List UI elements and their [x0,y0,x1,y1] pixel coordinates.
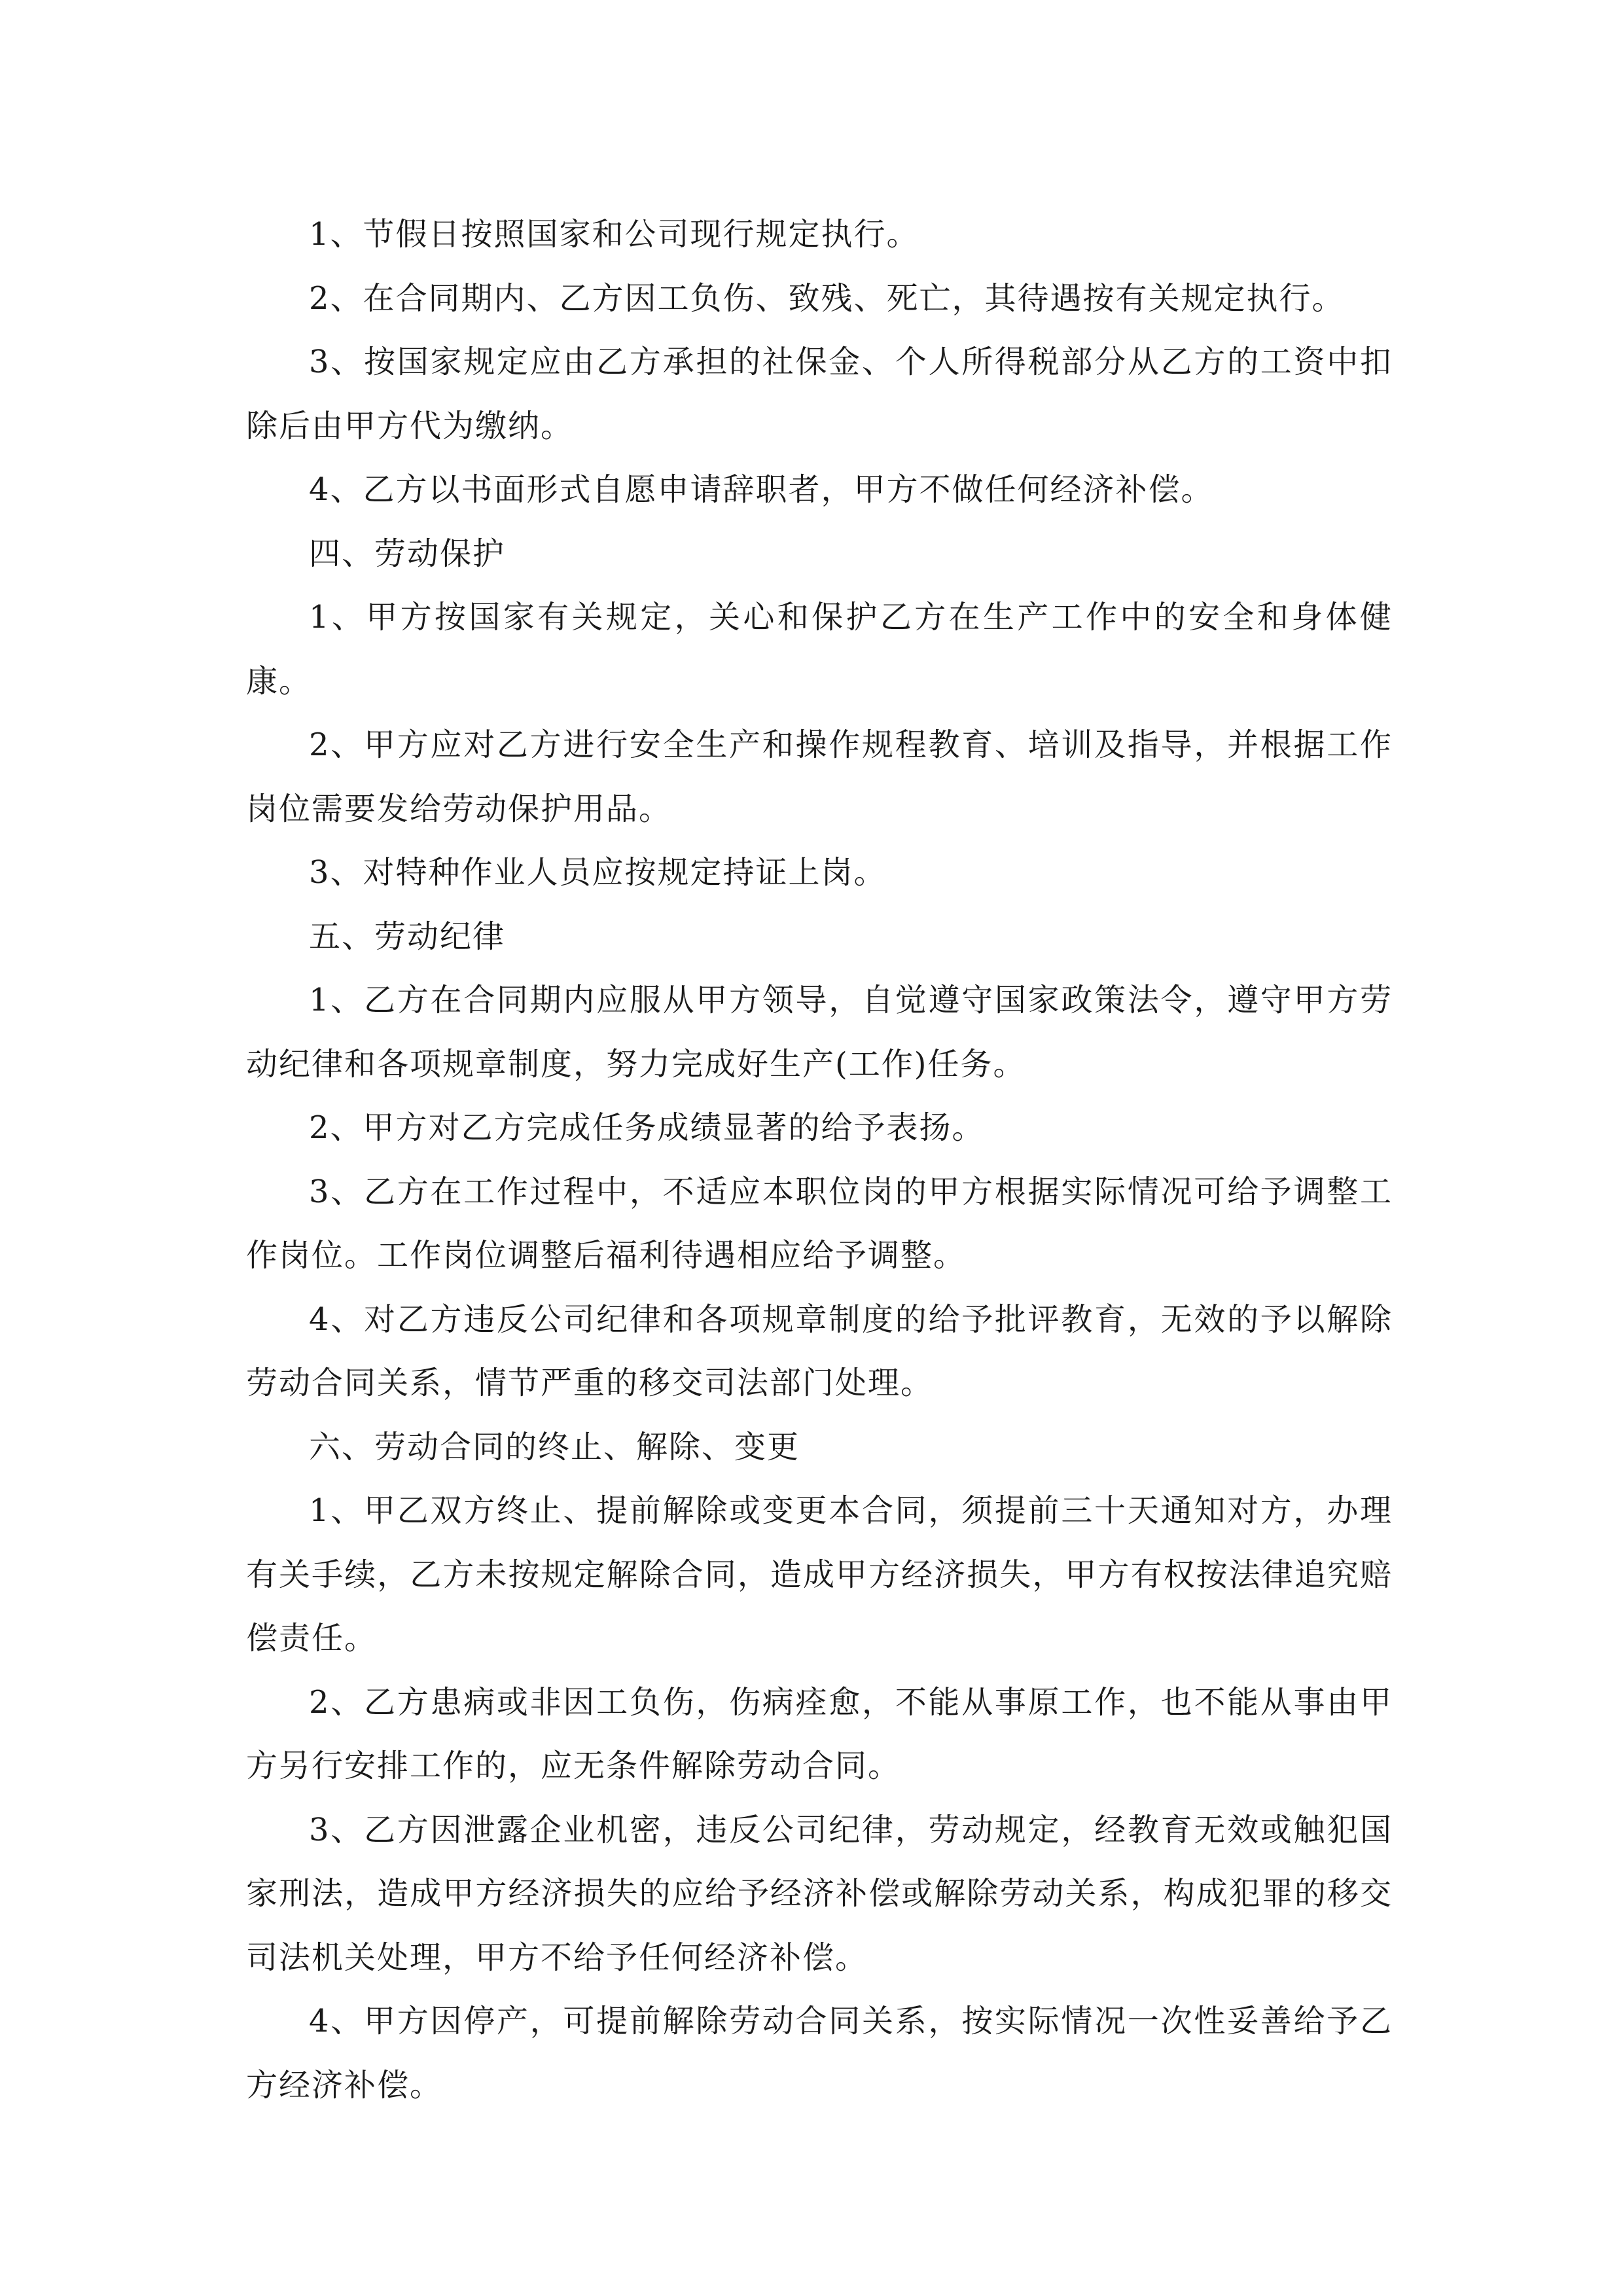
paragraph-5: 1、甲方按国家有关规定，关心和保护乙方在生产工作中的安全和身体健康。 [246,599,1393,700]
section-heading-labor-discipline: 五、劳动纪律 [309,918,506,955]
document-body [246,203,1393,2117]
section-heading-contract-termination: 六、劳动合同的终止、解除、变更 [309,1428,800,1465]
paragraph-12: 1、甲乙双方终止、提前解除或变更本合同，须提前三十天通知对方，办理有关手续，乙方未按规定解除合同，造成甲方经济损失，甲方有权按法律追究赔偿责任。 [246,1492,1393,1657]
paragraph-8: 1、乙方在合同期内应服从甲方领导，自觉遵守国家政策法令，遵守甲方劳动纪律和各项规章制度，努力完成好生产(工作)任务。 [246,982,1393,1083]
paragraph-7: 3、对特种作业人员应按规定持证上岗。 [309,854,887,891]
paragraph-15: 4、甲方因停产，可提前解除劳动合同关系，按实际情况一次性妥善给予乙方经济补偿。 [246,2003,1393,2104]
paragraph-9: 2、甲方对乙方完成任务成绩显著的给予表扬。 [309,1109,985,1146]
paragraph-4: 4、乙方以书面形式自愿申请辞职者，甲方不做任何经济补偿。 [309,471,1214,508]
paragraph-13: 2、乙方患病或非因工负伤，伤病痊愈，不能从事原工作，也不能从事由甲方另行安排工作的，应无条件解除劳动合同。 [246,1683,1393,1784]
paragraph-10: 3、乙方在工作过程中，不适应本职位岗的甲方根据实际情况可给予调整工作岗位。工作岗位调整后福利待遇相应给予调整。 [246,1173,1393,1274]
paragraph-3: 3、按国家规定应由乙方承担的社保金、个人所得税部分从乙方的工资中扣除后由甲方代为缴纳。 [246,344,1393,444]
paragraph-1: 1、节假日按照国家和公司现行规定执行。 [309,216,919,253]
paragraph-14: 3、乙方因泄露企业机密，违反公司纪律，劳动规定，经教育无效或触犯国家刑法，造成甲方经济损失的应给予经济补偿或解除劳动关系，构成犯罪的移交司法机关处理，甲方不给予任何经济补偿。 [246,1811,1393,1976]
section-heading-labor-protection: 四、劳动保护 [309,535,506,572]
paragraph-2: 2、在合同期内、乙方因工负伤、致残、死亡，其待遇按有关规定执行。 [309,279,1345,317]
paragraph-6: 2、甲方应对乙方进行安全生产和操作规程教育、培训及指导，并根据工作岗位需要发给劳动保护用品。 [246,726,1393,827]
paragraph-11: 4、对乙方违反公司纪律和各项规章制度的给予批评教育，无效的予以解除劳动合同关系，情节严重的移交司法部门处理。 [246,1300,1393,1401]
